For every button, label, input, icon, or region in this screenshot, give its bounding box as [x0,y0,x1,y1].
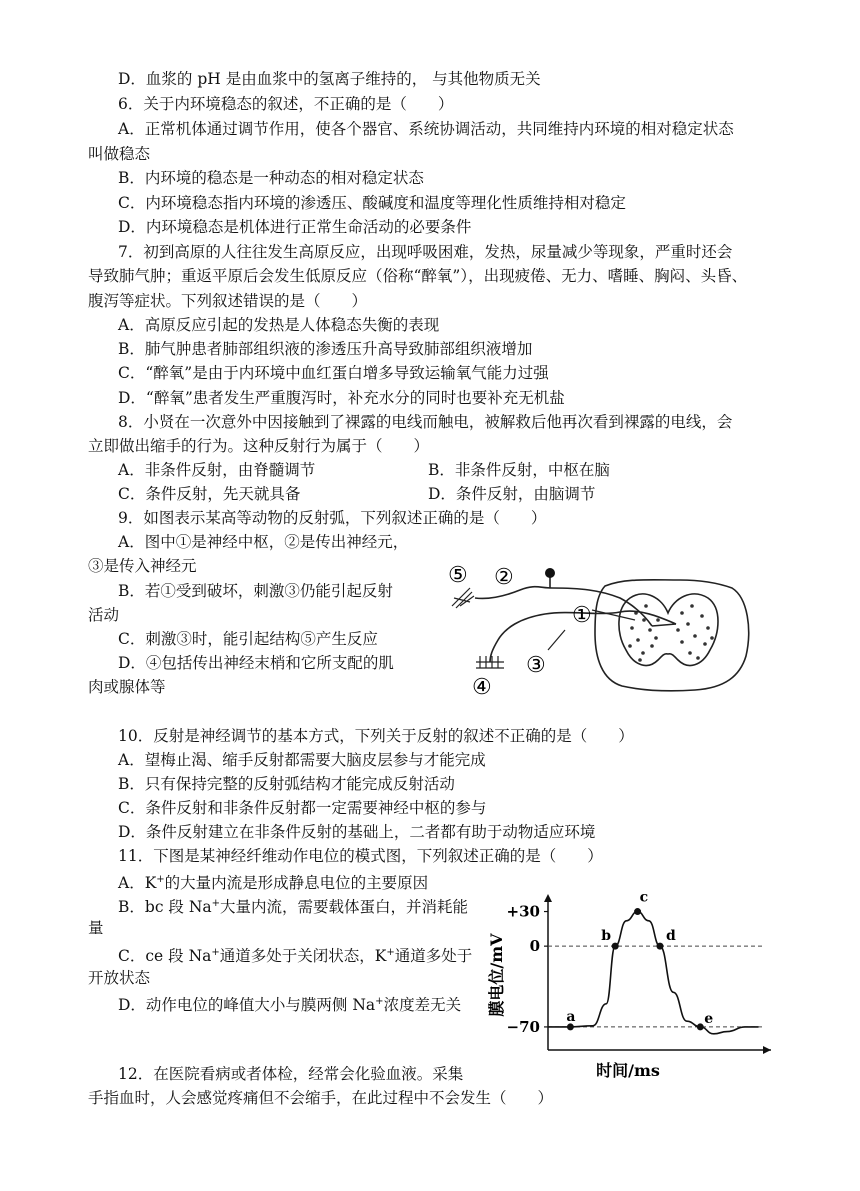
text-line: 手指血时，人会感觉疼痛但不会缩手，在此过程中不会发生（ ） [88,1089,554,1107]
x-axis-arrow [763,1046,771,1054]
text-line: B．bc 段 Na+大量内流，需要载体蛋白，并消耗能 [118,898,469,917]
text-line: C．ce 段 Na+通道多处于关闭状态，K+通道多处于 [118,947,473,966]
text-line: B．非条件反射，中枢在脑 [428,461,610,479]
text-line: 7．初到高原的人往往发生高原反应，出现呼吸困难，发热，尿量减少等现象，严重时还会 [118,243,733,261]
text-line: A．高原反应引起的发热是人体稳态失衡的表现 [118,316,440,334]
text-line: B．内环境的稳态是一种动态的相对稳定状态 [118,169,424,187]
point-label-e: e [704,1010,714,1027]
text-line: D．内环境稳态是机体进行正常生命活动的必要条件 [118,218,472,236]
text-line: A．正常机体通过调节作用，使各个器官、系统协调活动，共同维持内环境的相对稳定状态 [118,120,734,138]
text-line: B．只有保持完整的反射弧结构才能完成反射活动 [118,775,455,793]
point-d [656,943,663,950]
label-1: ① [572,603,592,628]
x-axis-label: 时间/ms [596,1061,660,1080]
y-tick-label: 0 [529,937,540,956]
text-line: 12．在医院看病或者体检，经常会化验血液。采集 [118,1065,464,1083]
text-line: 叫做稳态 [88,145,151,163]
text-line: 开放状态 [88,969,151,987]
point-e [697,1023,704,1030]
text-line: 腹泻等症状。下列叙述错误的是（ ） [88,292,368,310]
text-line: C．条件反射，先天就具备 [118,485,301,503]
text-line: ③是传入神经元 [88,557,197,575]
text-line: 活动 [88,606,120,624]
text-line: 10．反射是神经调节的基本方式，下列关于反射的叙述不正确的是（ ） [118,727,634,745]
point-label-d: d [665,928,676,945]
label-2: ② [494,565,514,590]
text-line: A．望梅止渴、缩手反射都需要大脑皮层参与才能完成 [118,751,486,769]
text-line: 导致肺气肿；重返平原后会发生低原反应（俗称“醉氧”），出现疲倦、无力、嗜睡、胸闷、头昏、 [88,267,748,285]
point-b [612,943,619,950]
point-label-a: a [566,1008,576,1025]
text-line: 量 [88,919,104,937]
label-5: ⑤ [448,563,468,588]
potential-curve [548,912,759,1034]
y-tick-label: −70 [506,1017,540,1036]
text-line: 立即做出缩手的行为。这种反射行为属于（ ） [88,437,430,455]
text-line: D．④包括传出神经末梢和它所支配的肌 [118,654,394,672]
y-axis-label: 膜电位/mV [487,933,506,1017]
reflex-arc-figure [440,558,760,698]
point-label-b: b [601,928,611,945]
label-3: ③ [526,653,546,678]
point-label-c: c [639,890,649,906]
text-line: C．“醉氧”是由于内环境中血红蛋白增多导致运输氧气能力过强 [118,364,549,382]
text-line: C．内环境稳态指内环境的渗透压、酸碱度和温度等理化性质维持相对稳定 [118,194,626,212]
text-line: 6．关于内环境稳态的叙述，不正确的是（ ） [118,95,454,113]
y-axis-arrow [544,894,552,902]
text-line: D．血浆的 pH 是由血浆中的氢离子维持的， 与其他物质无关 [118,70,541,88]
point-c [634,908,641,915]
text-line: 肉或腺体等 [88,678,166,696]
text-line: B．若①受到破坏，刺激③仍能引起反射 [118,582,393,600]
y-tick-label: +30 [506,902,540,921]
text-line: A．K+的大量内流是形成静息电位的主要原因 [118,874,429,893]
ganglion-cell [545,568,555,578]
action-potential-chart [478,890,778,1080]
text-line: D．“醉氧”患者发生严重腹泻时，补充水分的同时也要补充无机盐 [118,389,565,407]
label-4: ④ [472,675,492,698]
text-line: D．条件反射建立在非条件反射的基础上，二者都有助于动物适应环境 [118,823,596,841]
text-line: C．刺激③时，能引起结构⑤产生反应 [118,630,378,648]
text-line: D．动作电位的峰值大小与膜两侧 Na+浓度差无关 [118,996,462,1015]
text-line: 11．下图是某神经纤维动作电位的模式图，下列叙述正确的是（ ） [118,847,603,865]
text-line: 8．小贤在一次意外中因接触到了裸露的电线而触电，被解救后他再次看到裸露的电线，会 [118,413,733,431]
receptor [452,588,474,608]
text-line: B．肺气肿患者肺部组织液的渗透压升高导致肺部组织液增加 [118,340,533,358]
text-line: C．条件反射和非条件反射都一定需要神经中枢的参与 [118,799,487,817]
text-line: D．条件反射，由脑调节 [428,485,596,503]
text-line: A．非条件反射，由脊髓调节 [118,461,316,479]
text-line: A．图中①是神经中枢，②是传出神经元， [118,533,409,551]
text-line: 9．如图表示某高等动物的反射弧，下列叙述正确的是（ ） [118,509,547,527]
